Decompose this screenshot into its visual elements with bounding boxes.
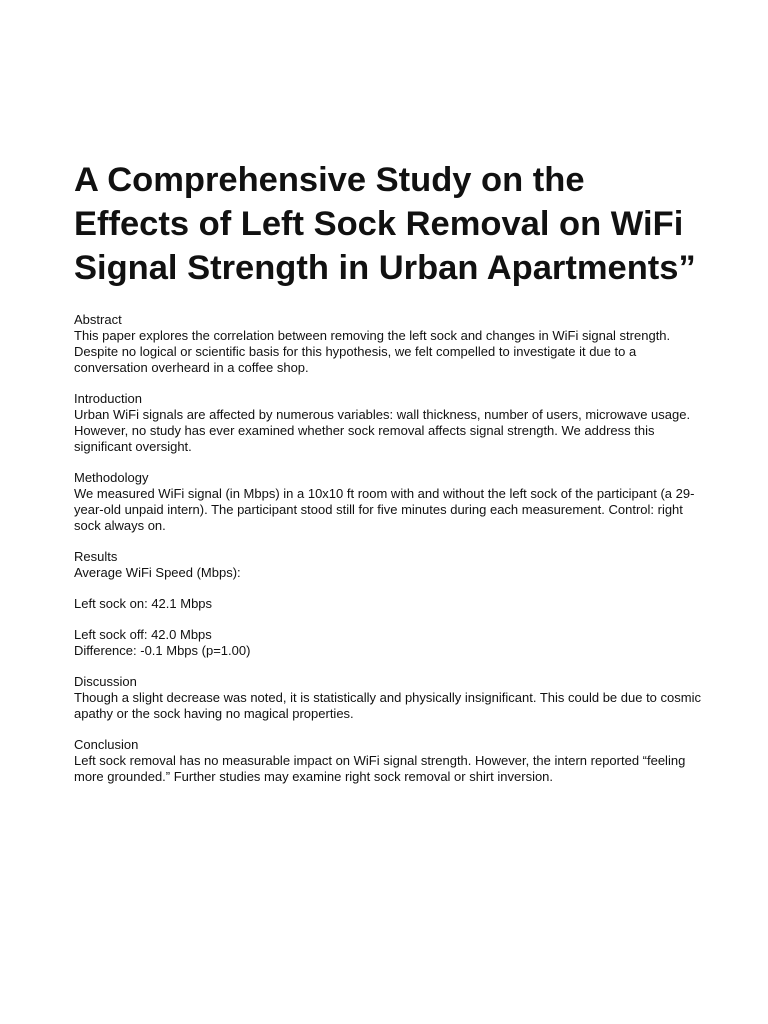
discussion-text: Though a slight decrease was noted, it is statistically and physically insignificant. This could be due to cosmic apathy or the sock having no magical properties. [74, 690, 701, 721]
abstract-heading: Abstract [74, 312, 122, 327]
results-sock-on: Left sock on: 42.1 Mbps [74, 596, 213, 611]
methodology-heading: Methodology [74, 470, 149, 485]
section-methodology [74, 470, 704, 534]
conclusion-text: Left sock removal has no measurable impact on WiFi signal strength. However, the intern reported “feeling more grounded.” Further studies may examine right sock removal or shirt inversion. [74, 753, 686, 784]
section-conclusion [74, 737, 704, 785]
document-sections [74, 312, 704, 785]
results-heading: Results [74, 549, 118, 564]
results-body [74, 565, 704, 659]
methodology-text: We measured WiFi signal (in Mbps) in a 10x10 ft room with and without the left sock of the participant (a 29-year-old unpaid intern). The participant stood still for five minutes during each measurement. Control: right sock always on. [74, 486, 695, 533]
discussion-heading: Discussion [74, 674, 137, 689]
results-sock-off: Left sock off: 42.0 Mbps [74, 627, 212, 642]
results-intro: Average WiFi Speed (Mbps): [74, 565, 241, 580]
results-difference: Difference: -0.1 Mbps (p=1.00) [74, 643, 251, 658]
introduction-heading: Introduction [74, 391, 142, 406]
introduction-text: Urban WiFi signals are affected by numerous variables: wall thickness, number of users, microwave usage. However, no study has ever examined whether sock removal affects signal strength. We address this significant oversight. [74, 407, 691, 454]
abstract-text: This paper explores the correlation between removing the left sock and changes in WiFi signal strength. Despite no logical or scientific basis for this hypothesis, we felt compelled to investigate it due to a conversation overheard in a coffee shop. [74, 328, 671, 375]
document-page [74, 158, 704, 800]
section-discussion [74, 674, 704, 722]
section-results [74, 549, 704, 659]
document-title: A Comprehensive Study on the Effects of Left Sock Removal on WiFi Signal Strength in Urban Apartments” [74, 161, 696, 287]
section-introduction [74, 391, 704, 455]
section-abstract [74, 312, 704, 376]
conclusion-heading: Conclusion [74, 737, 139, 752]
